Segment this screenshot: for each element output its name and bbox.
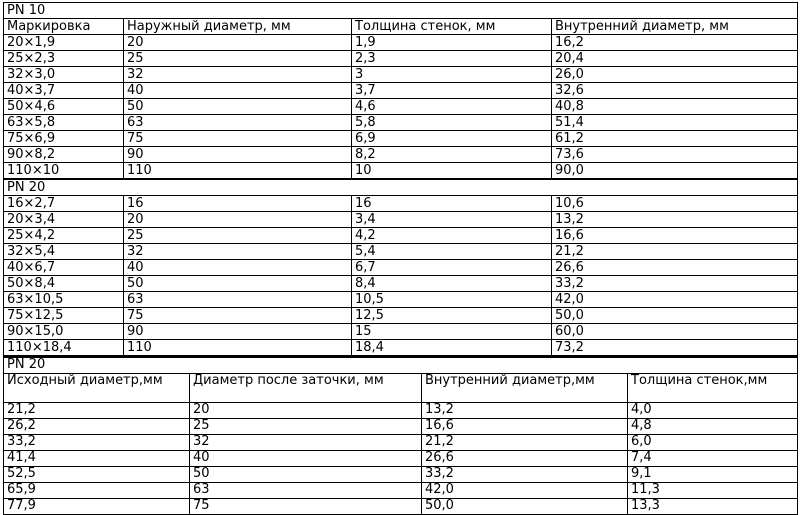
table-row <box>4 147 798 163</box>
table-cell: 75 <box>124 308 352 324</box>
pipe-spec-document <box>3 2 797 515</box>
table-cell: 40 <box>124 83 352 99</box>
table-cell: 42,0 <box>422 483 628 499</box>
col-header: Наружный диаметр, мм <box>124 19 352 35</box>
table-cell: 50,0 <box>552 308 798 324</box>
table-row <box>4 196 798 212</box>
table-cell: 50 <box>124 99 352 115</box>
table-row <box>4 67 798 83</box>
table-row <box>4 324 798 340</box>
section-row <box>4 357 798 374</box>
table-cell: 13,3 <box>628 499 798 515</box>
table-cell: 3,4 <box>352 212 552 228</box>
col-header: Толщина стенок, мм <box>352 19 552 35</box>
table-row <box>4 212 798 228</box>
table-cell: 5,8 <box>352 115 552 131</box>
section-row <box>4 180 798 196</box>
table-cell: 32×5,4 <box>4 244 124 260</box>
table-cell: 3 <box>352 67 552 83</box>
table-cell: 61,2 <box>552 131 798 147</box>
table-cell: 40×6,7 <box>4 260 124 276</box>
table-row <box>4 276 798 292</box>
table-cell: 65,9 <box>4 483 190 499</box>
section-title: PN 20 <box>4 180 798 196</box>
table-row <box>4 99 798 115</box>
table-cell: 4,8 <box>628 419 798 435</box>
table-cell: 41,4 <box>4 451 190 467</box>
table-cell: 1,9 <box>352 35 552 51</box>
col-header: Исходный диаметр,мм <box>4 374 190 403</box>
table-cell: 25×4,2 <box>4 228 124 244</box>
table-cell: 60,0 <box>552 324 798 340</box>
table-row <box>4 51 798 67</box>
col-header: Внутренний диаметр, мм <box>552 19 798 35</box>
table-cell: 110 <box>124 163 352 179</box>
table-cell: 6,9 <box>352 131 552 147</box>
table-cell: 25 <box>190 419 422 435</box>
table-row <box>4 467 798 483</box>
table-cell: 21,2 <box>4 403 190 419</box>
table-cell: 33,2 <box>4 435 190 451</box>
table-cell: 32 <box>124 244 352 260</box>
table-cell: 10,6 <box>552 196 798 212</box>
header-row <box>4 374 798 403</box>
table-cell: 63×5,8 <box>4 115 124 131</box>
table-row <box>4 244 798 260</box>
table-cell: 7,4 <box>628 451 798 467</box>
table-cell: 40 <box>190 451 422 467</box>
table-cell: 63 <box>124 115 352 131</box>
table-row <box>4 83 798 99</box>
table-row <box>4 35 798 51</box>
col-header: Внутренний диаметр,мм <box>422 374 628 403</box>
table-pn20 <box>3 179 798 356</box>
table-cell: 20×1,9 <box>4 35 124 51</box>
table-cell: 6,7 <box>352 260 552 276</box>
table-cell: 18,4 <box>352 340 552 356</box>
table-row <box>4 163 798 179</box>
table-cell: 8,2 <box>352 147 552 163</box>
table-cell: 32,6 <box>552 83 798 99</box>
table-cell: 33,2 <box>422 467 628 483</box>
table-row <box>4 419 798 435</box>
table-cell: 16,2 <box>552 35 798 51</box>
table-cell: 73,2 <box>552 340 798 356</box>
header-row <box>4 19 798 35</box>
col-header: Толщина стенок,мм <box>628 374 798 403</box>
table-cell: 33,2 <box>552 276 798 292</box>
section-title: PN 10 <box>4 3 798 19</box>
table-cell: 21,2 <box>422 435 628 451</box>
table-cell: 75 <box>124 131 352 147</box>
table-cell: 21,2 <box>552 244 798 260</box>
table-row <box>4 435 798 451</box>
table-cell: 11,3 <box>628 483 798 499</box>
table-cell: 42,0 <box>552 292 798 308</box>
table-cell: 110×10 <box>4 163 124 179</box>
table-cell: 40×3,7 <box>4 83 124 99</box>
table-cell: 25 <box>124 51 352 67</box>
table-cell: 90 <box>124 324 352 340</box>
table-row <box>4 131 798 147</box>
section-title: PN 20 <box>4 357 798 374</box>
table-row <box>4 499 798 515</box>
table-cell: 4,2 <box>352 228 552 244</box>
table-pn10 <box>3 2 798 179</box>
table-cell: 90×8,2 <box>4 147 124 163</box>
table-cell: 50 <box>190 467 422 483</box>
table-cell: 16,6 <box>422 419 628 435</box>
table-cell: 3,7 <box>352 83 552 99</box>
table-cell: 16,6 <box>552 228 798 244</box>
table-cell: 20×3,4 <box>4 212 124 228</box>
table-cell: 16 <box>124 196 352 212</box>
table-cell: 26,6 <box>552 260 798 276</box>
table-cell: 40 <box>124 260 352 276</box>
table-cell: 16×2,7 <box>4 196 124 212</box>
table-cell: 75×6,9 <box>4 131 124 147</box>
table-cell: 50×8,4 <box>4 276 124 292</box>
table-cell: 16 <box>352 196 552 212</box>
table-cell: 20 <box>124 35 352 51</box>
table-cell: 90 <box>124 147 352 163</box>
table-cell: 52,5 <box>4 467 190 483</box>
table-row <box>4 292 798 308</box>
table-cell: 63 <box>190 483 422 499</box>
table-cell: 20 <box>124 212 352 228</box>
table-cell: 4,0 <box>628 403 798 419</box>
table-cell: 4,6 <box>352 99 552 115</box>
table-cell: 2,3 <box>352 51 552 67</box>
table-pn20-sharpening <box>3 356 798 515</box>
table-row <box>4 115 798 131</box>
table-cell: 32 <box>190 435 422 451</box>
table-cell: 13,2 <box>552 212 798 228</box>
table-cell: 8,4 <box>352 276 552 292</box>
table-cell: 32 <box>124 67 352 83</box>
col-header: Диаметр после заточки, мм <box>190 374 422 403</box>
table-cell: 90,0 <box>552 163 798 179</box>
table-cell: 110×18,4 <box>4 340 124 356</box>
table-row <box>4 308 798 324</box>
table-row <box>4 340 798 356</box>
col-header: Маркировка <box>4 19 124 35</box>
table-cell: 40,8 <box>552 99 798 115</box>
table-cell: 9,1 <box>628 467 798 483</box>
table-cell: 6,0 <box>628 435 798 451</box>
table-cell: 32×3,0 <box>4 67 124 83</box>
table-cell: 5,4 <box>352 244 552 260</box>
table-cell: 50×4,6 <box>4 99 124 115</box>
table-cell: 25×2,3 <box>4 51 124 67</box>
table-cell: 51,4 <box>552 115 798 131</box>
table-cell: 75×12,5 <box>4 308 124 324</box>
table-cell: 110 <box>124 340 352 356</box>
table-cell: 15 <box>352 324 552 340</box>
table-cell: 10 <box>352 163 552 179</box>
table-row <box>4 483 798 499</box>
table-cell: 77,9 <box>4 499 190 515</box>
table-cell: 75 <box>190 499 422 515</box>
table-row <box>4 451 798 467</box>
table-cell: 50,0 <box>422 499 628 515</box>
table-cell: 10,5 <box>352 292 552 308</box>
table-cell: 20,4 <box>552 51 798 67</box>
table-cell: 26,6 <box>422 451 628 467</box>
table-cell: 13,2 <box>422 403 628 419</box>
table-cell: 26,0 <box>552 67 798 83</box>
table-cell: 26,2 <box>4 419 190 435</box>
table-cell: 12,5 <box>352 308 552 324</box>
table-cell: 50 <box>124 276 352 292</box>
section-row <box>4 3 798 19</box>
table-cell: 90×15,0 <box>4 324 124 340</box>
table-cell: 63 <box>124 292 352 308</box>
table-cell: 63×10,5 <box>4 292 124 308</box>
table-row <box>4 228 798 244</box>
table-row <box>4 260 798 276</box>
table-cell: 20 <box>190 403 422 419</box>
table-cell: 73,6 <box>552 147 798 163</box>
table-cell: 25 <box>124 228 352 244</box>
table-row <box>4 403 798 419</box>
